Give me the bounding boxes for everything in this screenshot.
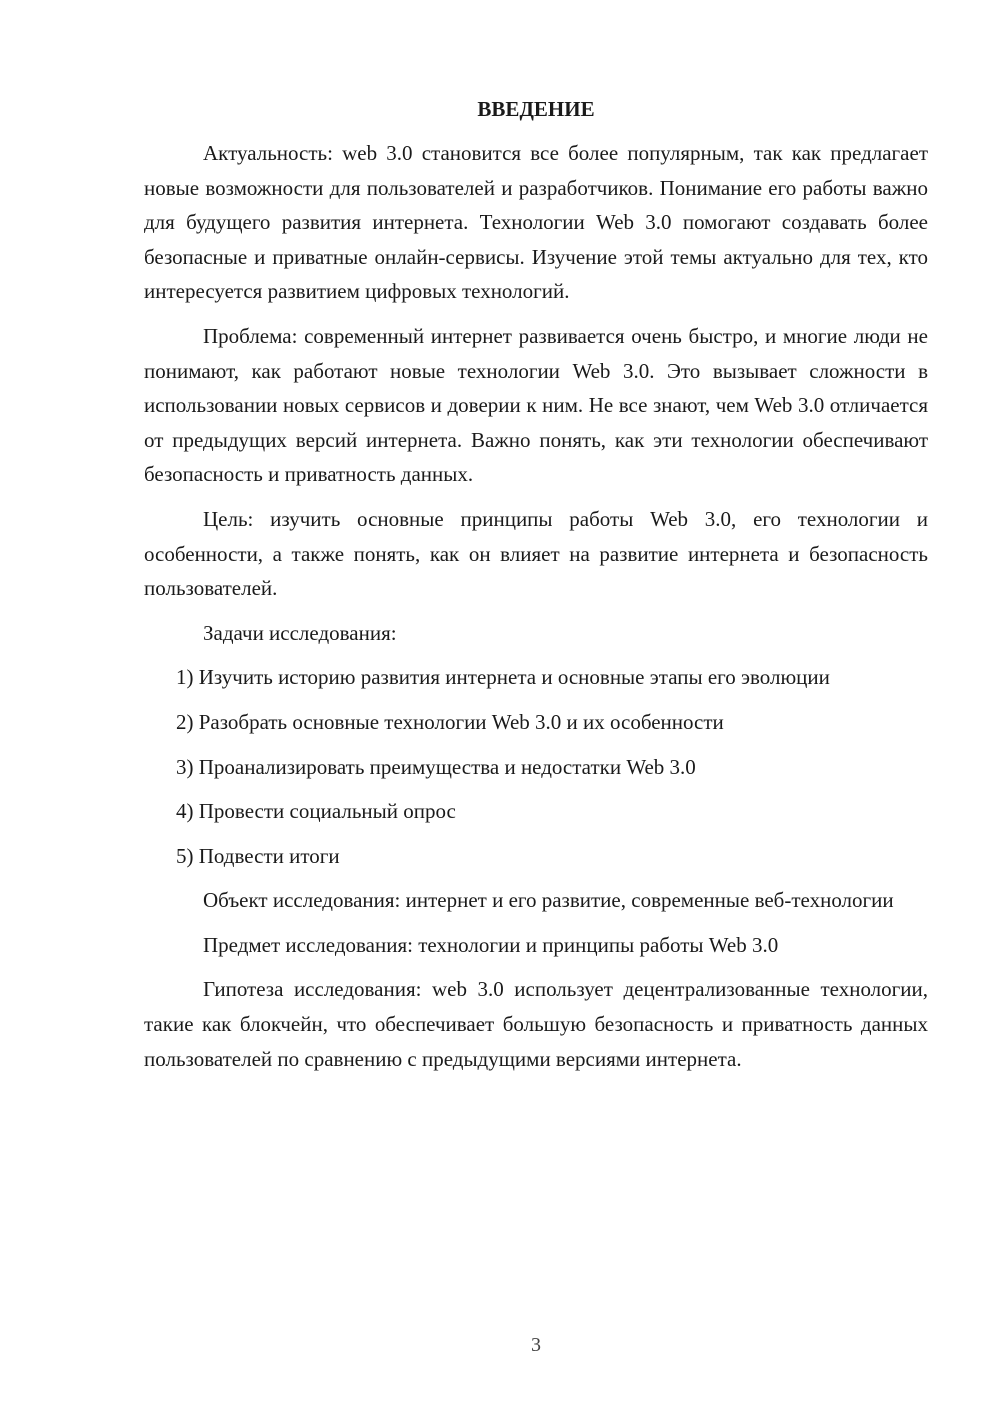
document-page — [144, 92, 928, 1086]
section-title: ВВЕДЕНИЕ — [477, 97, 595, 121]
task-item-2: 2) Разобрать основные технологии Web 3.0 и их особенности — [176, 709, 724, 734]
paragraph-object: Объект исследования: интернет и его развитие, современные веб-технологии — [203, 888, 894, 913]
paragraph-relevance: Актуальность: web 3.0 становится все более популярным, так как предлагает новые возможности для пользователей и разработчиков. Понимание его работы важно для будущего развития интернета. Технологии Web 3.0 помогают создавать более безопасные и приватные онлайн-сервисы. Изучение этой темы актуально для тех, кто интересуется развитием цифровых технологий. — [144, 141, 928, 304]
paragraph-problem: Проблема: современный интернет развивается очень быстро, и многие люди не понимают, как работают новые технологии Web 3.0. Это вызывает сложности в использовании новых сервисов и доверии к ним. Не все знают, чем Web 3.0 отличается от предыдущих версий интернета. Важно понять, как эти технологии обеспечивают безопасность и приватность данных. — [144, 323, 928, 487]
paragraph-hypothesis: Гипотеза исследования: web 3.0 использует децентрализованные технологии, такие как блокчейн, что обеспечивает большую безопасность и приватность данных пользователей по сравнению с предыдущими версиями интернета. — [144, 977, 928, 1071]
paragraph-goal: Цель: изучить основные принципы работы Web 3.0, его технологии и особенности, а также понять, как он влияет на развитие интернета и безопасность пользователей. — [144, 506, 928, 601]
tasks-heading: Задачи исследования: — [203, 620, 397, 645]
paragraph-subject: Предмет исследования: технологии и принципы работы Web 3.0 — [203, 932, 779, 957]
task-item-1: 1) Изучить историю развития интернета и основные этапы его эволюции — [176, 665, 830, 690]
page-number: 3 — [531, 1334, 541, 1356]
task-item-3: 3) Проанализировать преимущества и недостатки Web 3.0 — [176, 754, 696, 779]
task-item-4: 4) Провести социальный опрос — [176, 799, 456, 824]
task-item-5: 5) Подвести итоги — [176, 843, 340, 868]
